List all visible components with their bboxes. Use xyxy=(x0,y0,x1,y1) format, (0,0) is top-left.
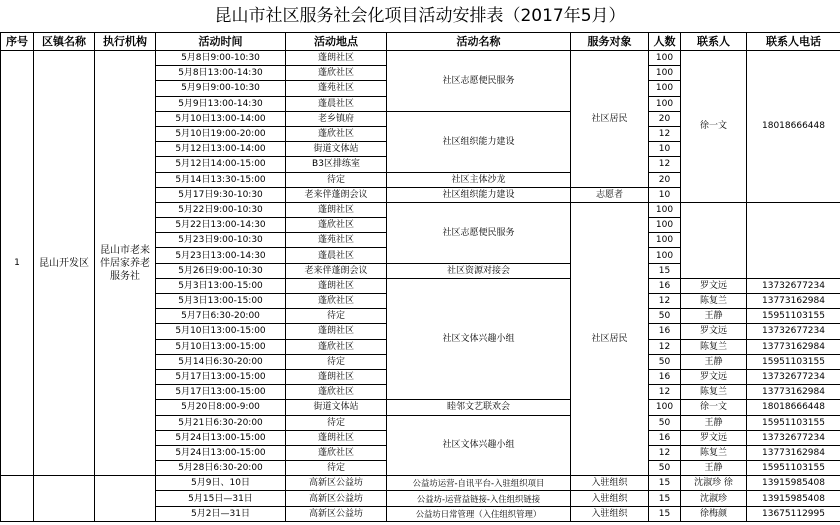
location-cell: 待定 xyxy=(286,461,387,476)
location-cell: 蓬苑社区 xyxy=(286,81,387,96)
contact-cell: 沈淑珍 徐 xyxy=(681,476,747,491)
phone-cell: 18018666448 xyxy=(747,400,840,415)
target-cell: 志愿者 xyxy=(571,187,649,202)
location-cell: 蓬朗社区 xyxy=(286,51,387,66)
target-cell: 社区居民 xyxy=(571,51,649,188)
header-activity: 活动名称 xyxy=(387,33,571,51)
header-agency: 执行机构 xyxy=(95,33,156,51)
location-cell: 街道文体站 xyxy=(286,142,387,157)
count-cell: 20 xyxy=(649,111,681,126)
contact-cell: 王静 xyxy=(681,309,747,324)
target-cell: 入驻组织 xyxy=(571,476,649,491)
district-cell xyxy=(34,476,95,522)
time-cell: 5月15日—31日 xyxy=(156,491,286,506)
count-cell: 12 xyxy=(649,157,681,172)
phone-cell: 13773162984 xyxy=(747,339,840,354)
activity-cell: 社区资源对接会 xyxy=(387,263,571,278)
count-cell: 50 xyxy=(649,309,681,324)
time-cell: 5月17日13:00-15:00 xyxy=(156,385,286,400)
phone-cell: 13773162984 xyxy=(747,385,840,400)
count-cell: 10 xyxy=(649,187,681,202)
table-row xyxy=(1,476,840,491)
time-cell: 5月3日13:00-15:00 xyxy=(156,278,286,293)
time-cell: 5月8日13:00-14:30 xyxy=(156,66,286,81)
count-cell: 100 xyxy=(649,248,681,263)
phone-cell: 15951103155 xyxy=(747,461,840,476)
header-phone: 联系人电话 xyxy=(747,33,840,51)
count-cell: 12 xyxy=(649,385,681,400)
time-cell: 5月17日9:30-10:30 xyxy=(156,187,286,202)
contact-cell xyxy=(681,202,747,278)
time-cell: 5月10日13:00-15:00 xyxy=(156,324,286,339)
activity-cell: 公益坊运营-自讯平台-入驻组织项目 xyxy=(387,476,571,491)
target-cell: 入驻组织 xyxy=(571,506,649,521)
location-cell: 蓬朗社区 xyxy=(286,324,387,339)
phone-cell: 18018666448 xyxy=(747,51,840,203)
header-contact: 联系人 xyxy=(681,33,747,51)
phone-cell: 13732677234 xyxy=(747,278,840,293)
count-cell: 12 xyxy=(649,126,681,141)
location-cell: 蓬欣社区 xyxy=(286,126,387,141)
location-cell: 蓬晨社区 xyxy=(286,248,387,263)
location-cell: 高新区公益坊 xyxy=(286,506,387,521)
contact-cell: 徐梅颜 xyxy=(681,506,747,521)
location-cell: 蓬朗社区 xyxy=(286,369,387,384)
contact-cell: 王静 xyxy=(681,354,747,369)
time-cell: 5月3日13:00-15:00 xyxy=(156,294,286,309)
location-cell: 老来伴蓬朗会议 xyxy=(286,263,387,278)
activity-cell: 公益坊-运营益链接-入住组织链接 xyxy=(387,491,571,506)
contact-cell: 沈淑珍 xyxy=(681,491,747,506)
count-cell: 50 xyxy=(649,415,681,430)
target-cell: 社区居民 xyxy=(571,202,649,475)
activity-cell: 社区主体沙龙 xyxy=(387,172,571,187)
contact-cell: 王静 xyxy=(681,461,747,476)
count-cell: 100 xyxy=(649,202,681,217)
contact-cell: 王静 xyxy=(681,415,747,430)
time-cell: 5月10日19:00-20:00 xyxy=(156,126,286,141)
time-cell: 5月9日13:00-14:30 xyxy=(156,96,286,111)
count-cell: 50 xyxy=(649,354,681,369)
count-cell: 15 xyxy=(649,263,681,278)
time-cell: 5月22日9:00-10:30 xyxy=(156,202,286,217)
time-cell: 5月26日9:00-10:30 xyxy=(156,263,286,278)
contact-cell: 罗文远 xyxy=(681,369,747,384)
count-cell: 100 xyxy=(649,51,681,66)
time-cell: 5月21日6:30-20:00 xyxy=(156,415,286,430)
phone-cell: 13915985408 xyxy=(747,491,840,506)
time-cell: 5月24日13:00-15:00 xyxy=(156,445,286,460)
contact-cell: 罗文远 xyxy=(681,430,747,445)
count-cell: 100 xyxy=(649,400,681,415)
header-time: 活动时间 xyxy=(156,33,286,51)
location-cell: 蓬欣社区 xyxy=(286,385,387,400)
count-cell: 16 xyxy=(649,369,681,384)
time-cell: 5月7日6:30-20:00 xyxy=(156,309,286,324)
location-cell: 蓬苑社区 xyxy=(286,233,387,248)
activity-cell: 社区文体兴趣小组 xyxy=(387,278,571,400)
contact-cell: 罗文远 xyxy=(681,324,747,339)
count-cell: 20 xyxy=(649,172,681,187)
activity-cell: 社区文体兴趣小组 xyxy=(387,415,571,476)
contact-cell: 陈复兰 xyxy=(681,385,747,400)
phone-cell: 13732677234 xyxy=(747,430,840,445)
location-cell: 老乡镇府 xyxy=(286,111,387,126)
location-cell: B3区排练室 xyxy=(286,157,387,172)
count-cell: 12 xyxy=(649,339,681,354)
location-cell: 蓬欣社区 xyxy=(286,445,387,460)
schedule-table xyxy=(0,32,840,522)
header-district: 区镇名称 xyxy=(34,33,95,51)
agency-cell xyxy=(95,476,156,522)
time-cell: 5月14日13:30-15:00 xyxy=(156,172,286,187)
count-cell: 100 xyxy=(649,218,681,233)
contact-cell: 陈复兰 xyxy=(681,339,747,354)
location-cell: 蓬朗社区 xyxy=(286,202,387,217)
count-cell: 12 xyxy=(649,445,681,460)
location-cell: 蓬欣社区 xyxy=(286,339,387,354)
time-cell: 5月14日6:30-20:00 xyxy=(156,354,286,369)
count-cell: 100 xyxy=(649,96,681,111)
location-cell: 待定 xyxy=(286,309,387,324)
time-cell: 5月12日14:00-15:00 xyxy=(156,157,286,172)
location-cell: 蓬晨社区 xyxy=(286,96,387,111)
count-cell: 16 xyxy=(649,324,681,339)
header-count: 人数 xyxy=(649,33,681,51)
count-cell: 100 xyxy=(649,81,681,96)
time-cell: 5月10日13:00-15:00 xyxy=(156,339,286,354)
count-cell: 16 xyxy=(649,278,681,293)
location-cell: 待定 xyxy=(286,415,387,430)
phone-cell: 13915985408 xyxy=(747,476,840,491)
seq-cell: 1 xyxy=(1,51,34,476)
count-cell: 15 xyxy=(649,476,681,491)
seq-cell xyxy=(1,476,34,522)
location-cell: 待定 xyxy=(286,172,387,187)
activity-cell: 社区组织能力建设 xyxy=(387,187,571,202)
header-row xyxy=(1,33,840,51)
time-cell: 5月9日、10日 xyxy=(156,476,286,491)
contact-cell: 徐一文 xyxy=(681,400,747,415)
count-cell: 10 xyxy=(649,142,681,157)
phone-cell: 13732677234 xyxy=(747,369,840,384)
time-cell: 5月22日13:00-14:30 xyxy=(156,218,286,233)
activity-cell: 社区志愿便民服务 xyxy=(387,202,571,263)
phone-cell xyxy=(747,202,840,278)
header-target: 服务对象 xyxy=(571,33,649,51)
header-location: 活动地点 xyxy=(286,33,387,51)
count-cell: 100 xyxy=(649,66,681,81)
location-cell: 蓬欣社区 xyxy=(286,218,387,233)
location-cell: 待定 xyxy=(286,354,387,369)
location-cell: 高新区公益坊 xyxy=(286,476,387,491)
phone-cell: 13773162984 xyxy=(747,294,840,309)
activity-cell: 社区组织能力建设 xyxy=(387,111,571,172)
activity-cell: 睦邻文艺联欢会 xyxy=(387,400,571,415)
location-cell: 蓬朗社区 xyxy=(286,430,387,445)
location-cell: 蓬朗社区 xyxy=(286,278,387,293)
location-cell: 蓬欣社区 xyxy=(286,66,387,81)
location-cell: 蓬欣社区 xyxy=(286,294,387,309)
table-row xyxy=(1,51,840,66)
phone-cell: 15951103155 xyxy=(747,415,840,430)
contact-cell: 罗文远 xyxy=(681,278,747,293)
time-cell: 5月17日13:00-15:00 xyxy=(156,369,286,384)
contact-cell: 徐一文 xyxy=(681,51,747,203)
activity-cell: 公益坊日常管理（入住组织管理） xyxy=(387,506,571,521)
location-cell: 老来伴蓬朗会议 xyxy=(286,187,387,202)
time-cell: 5月9日9:00-10:30 xyxy=(156,81,286,96)
count-cell: 50 xyxy=(649,461,681,476)
count-cell: 15 xyxy=(649,506,681,521)
phone-cell: 15951103155 xyxy=(747,309,840,324)
location-cell: 高新区公益坊 xyxy=(286,491,387,506)
time-cell: 5月8日9:00-10:30 xyxy=(156,51,286,66)
header-seq: 序号 xyxy=(1,33,34,51)
page-title: 昆山市社区服务社会化项目活动安排表（2017年5月） xyxy=(214,6,626,26)
contact-cell: 陈复兰 xyxy=(681,294,747,309)
count-cell: 12 xyxy=(649,294,681,309)
time-cell: 5月20日8:00-9:00 xyxy=(156,400,286,415)
time-cell: 5月10日13:00-14:00 xyxy=(156,111,286,126)
time-cell: 5月23日13:00-14:30 xyxy=(156,248,286,263)
time-cell: 5月23日9:00-10:30 xyxy=(156,233,286,248)
count-cell: 100 xyxy=(649,233,681,248)
time-cell: 5月2日—31日 xyxy=(156,506,286,521)
time-cell: 5月28日6:30-20:00 xyxy=(156,461,286,476)
count-cell: 16 xyxy=(649,430,681,445)
phone-cell: 13675112995 xyxy=(747,506,840,521)
agency-cell: 昆山市老来伴居家养老服务社 xyxy=(95,51,156,476)
phone-cell: 15951103155 xyxy=(747,354,840,369)
count-cell: 15 xyxy=(649,491,681,506)
location-cell: 街道文体站 xyxy=(286,400,387,415)
contact-cell: 陈复兰 xyxy=(681,445,747,460)
time-cell: 5月12日13:00-14:00 xyxy=(156,142,286,157)
time-cell: 5月24日13:00-15:00 xyxy=(156,430,286,445)
district-cell: 昆山开发区 xyxy=(34,51,95,476)
phone-cell: 13773162984 xyxy=(747,445,840,460)
activity-cell: 社区志愿便民服务 xyxy=(387,51,571,112)
target-cell: 入驻组织 xyxy=(571,491,649,506)
phone-cell: 13732677234 xyxy=(747,324,840,339)
